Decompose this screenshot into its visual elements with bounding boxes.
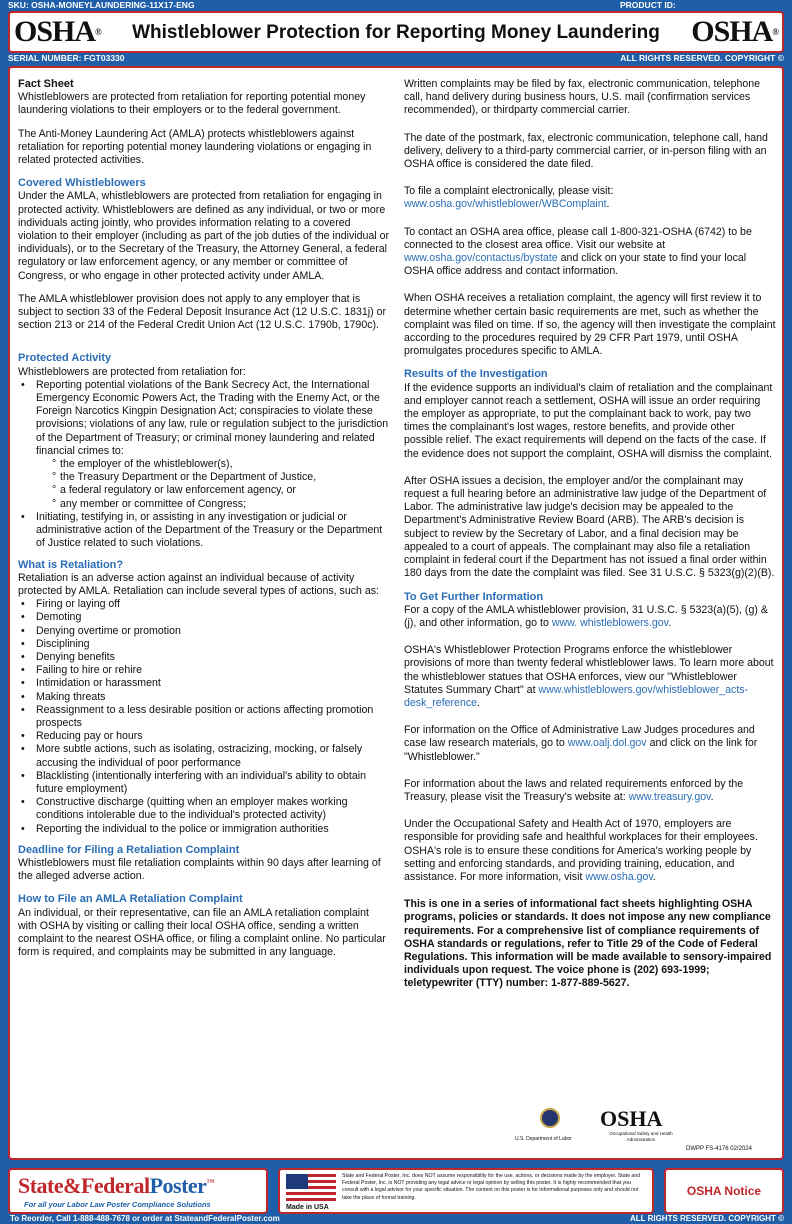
- retaliation-heading: What is Retaliation?: [18, 558, 124, 571]
- further-text: For information about the laws and related requirements enforced by the Treasury, please visit the Treasury's website at:: [404, 777, 744, 803]
- protected-activity-heading: Protected Activity: [18, 352, 112, 365]
- list-item: • Reassignment to a less desirable position or actions affecting promotion prospects: [18, 704, 390, 730]
- retaliation-intro: Retaliation is an adverse action against an individual because of activity protected by AMLA. Retaliation can include several types of actions, such as:: [18, 571, 379, 597]
- brand-name-part: Poster: [149, 1173, 207, 1198]
- further-text: Under the Occupational Safety and Health Act of 1970, employers are responsible for providing safe and healthful workplaces for their employees. OSHA's role is to ensure these conditions for America's working people by setting and enforcing standards, and providing training, education, and assistance. For more information, visit: [404, 818, 758, 883]
- area-office-text-2: and click on your state to find your local OSHA office address and contact information.: [404, 252, 747, 278]
- area-office-paragraph: [404, 226, 776, 279]
- list-item: ° the employer of the whistleblower(s),: [18, 458, 390, 471]
- osha-logo-left: [14, 17, 101, 47]
- list-item: ° the Treasury Department or the Department of Justice,: [18, 471, 390, 484]
- disclaimer-text: State and Federal Poster, Inc. does NOT assume responsibility for the use, actions, or decisions made by the employer. State and Federal Poster, Inc. is NOT providing any legal advice or legal opinion by selling this poster. It is highly recommended that you consult with a legal advisor for your specific situation. The content on this poster is for informational purposes only and should not take the place of formal training.: [342, 1173, 641, 1201]
- file-online-text: To file a complaint electronically, please visit:: [404, 185, 614, 198]
- list-item: • Blacklisting (intentionally interfering with an individual's ability to obtain future employment): [18, 770, 390, 796]
- list-item: ° any member or committee of Congress;: [18, 498, 390, 511]
- dol-label: U.S. Department of Labor: [515, 1136, 572, 1142]
- further-text-2: and click on the link for "Whistleblower.": [404, 737, 758, 763]
- whistleblowers-link[interactable]: www. whistleblowers.gov: [551, 616, 669, 629]
- period: .: [652, 870, 656, 883]
- trademark-mark: ™: [206, 1177, 214, 1187]
- registered-mark: ®: [95, 27, 101, 37]
- list-item: • Intimidation or harassment: [18, 677, 390, 690]
- list-item: • Denying benefits: [18, 651, 390, 664]
- further-text: OSHA's Whistleblower Protection Programs enforce the whistleblower provisions of more than twenty federal whistleblower laws. To learn more about the whistleblower statues that OSHA enforces, view our "Whistleblower Statutes Summary Chart" at: [404, 644, 774, 696]
- dol-seal-icon: [540, 1108, 560, 1128]
- registered-mark: ®: [772, 27, 778, 37]
- footer: [8, 1168, 784, 1214]
- osha-logo-text: OSHA: [691, 15, 773, 48]
- further-text: For information on the Office of Administrative Law Judges procedures and case law research materials, go to: [404, 724, 755, 750]
- intro-paragraph: Whistleblowers are protected from retaliation for reporting potential money laundering violations to their employers or to the federal government.: [18, 91, 366, 117]
- how-to-file-paragraph: An individual, or their representative, can file an AMLA retaliation complaint with OSHA by visiting or calling their local OSHA office, sending a written complaint to the nearest OSHA office, or filing a complaint online. No particular form is required, and complaints may be submitted in any language.: [18, 906, 386, 959]
- top-strip: [0, 0, 792, 11]
- list-item: ° a federal regulatory or law enforcement agency, or: [18, 484, 390, 497]
- copyright-notice-bottom: ALL RIGHTS RESERVED. COPYRIGHT ©: [629, 1214, 784, 1223]
- osha-logo-text: OSHA: [14, 15, 96, 48]
- covered-whistleblowers-heading: Covered Whistleblowers: [18, 177, 146, 190]
- list-item: • Constructive discharge (quitting when an employer makes working conditions intolerable due to the individual's protected activity): [18, 796, 390, 822]
- product-id-label: PRODUCT ID:: [620, 0, 676, 10]
- disclaimer-box: [278, 1168, 654, 1214]
- serial-strip: [0, 53, 792, 64]
- poster-title: Whistleblower Protection for Reporting Money Laundering: [132, 22, 660, 43]
- treasury-link[interactable]: www.treasury.gov: [628, 790, 711, 803]
- results-heading: Results of the Investigation: [404, 368, 548, 381]
- protected-sublist: [18, 458, 390, 511]
- notice-label: OSHA Notice: [686, 1184, 762, 1198]
- left-column: [18, 78, 390, 969]
- document-number: DWPP FS-4176 02/2024: [686, 1146, 752, 1152]
- right-column: [404, 78, 776, 1001]
- further-text: For a copy of the AMLA whistleblower provision, 31 U.S.C. § 5323(a)(5), (g) & (j), and other information, go to: [404, 603, 768, 629]
- results-paragraph: If the evidence supports an individual's claim of retaliation and the complainant and employer cannot reach a settlement, OSHA will issue an order requiring the employer as appropriate, to put the complainant back to work, pay two times the complainant's lost wages, restore benefits, and provide other possible relief. The exact requirements will depend on the facts of the case. If the evidence does not support the complaint, OSHA will dismiss the complaint.: [404, 381, 773, 460]
- fact-sheet-title: Fact Sheet: [18, 78, 74, 90]
- list-item: • More subtle actions, such as isolating, ostracizing, mocking, or falsely accusing the individual of poor performance: [18, 743, 390, 769]
- further-paragraph: [404, 818, 776, 884]
- list-item: • Denying overtime or promotion: [18, 625, 390, 638]
- protected-list: [18, 379, 390, 458]
- brand-logo: [18, 1173, 214, 1199]
- list-item: • Reporting the individual to the police or immigration authorities: [18, 823, 390, 836]
- retaliation-list: [18, 598, 390, 836]
- bystate-link[interactable]: www.osha.gov/contactus/bystate: [404, 252, 558, 265]
- further-paragraph: [404, 604, 776, 630]
- bottom-strip: [0, 1214, 792, 1224]
- area-office-text: To contact an OSHA area office, please call 1-800-321-OSHA (6742) to be connected to the closest area office. Visit our website at: [404, 225, 752, 251]
- osha-agency-label: Occupational Safety and Health Administration: [609, 1131, 673, 1142]
- serial-number: SERIAL NUMBER: FGT03330: [8, 53, 125, 63]
- deadline-paragraph: Whistleblowers must file retaliation complaints within 90 days after learning of the alleged adverse action.: [18, 856, 381, 883]
- deadline-heading: Deadline for Filing a Retaliation Complaint: [18, 843, 240, 856]
- complaint-link[interactable]: www.osha.gov/whistleblower/WBComplaint: [404, 198, 607, 211]
- brand-name-part: State&Federal: [18, 1173, 150, 1198]
- file-online-paragraph: [404, 185, 776, 211]
- covered-paragraph: The AMLA whistleblower provision does not apply to any employer that is subject to section 33 of the Federal Deposit Insurance Act (12 U.S.C. 1831j) or section 213 or 214 of the Federal Credit Union Act (12 U.S.C. 1790b, 1790c).: [18, 292, 387, 332]
- desk-reference-link[interactable]: www.whistleblowers.gov/whistleblower_acts-desk_reference: [404, 683, 749, 709]
- further-info-heading: To Get Further Information: [404, 590, 544, 603]
- us-flag-icon: [286, 1174, 336, 1202]
- intro-paragraph: The Anti-Money Laundering Act (AMLA) protects whistleblowers against retaliation for reporting potential money laundering violations or engaging in related protected activities.: [18, 127, 372, 167]
- further-paragraph: [404, 724, 776, 764]
- list-item: • Reporting potential violations of the Bank Secrecy Act, the International Emergency Economic Powers Act, the Trading with the Enemy Act, or the Foreign Narcotics Kingpin Designation Act; conspiracies to violate these provisions; violations of any law, rule or regulation subject to the jurisdiction of the Department of Treasury; or criminal money laundering and related financial crimes to:: [18, 379, 390, 458]
- covered-paragraph: Under the AMLA, whistleblowers are protected from retaliation for engaging in protected activity. Whistleblowers are defined as any individual, or two or more individuals acting jointly, who provides information relating to a covered violation to their employer (including as part of the job duties of the individual or individuals), or to the Secretary of the Treasury, the Attorney General, a federal regulatory or law enforcement agency, or any member or committee of Congress, or who engage in other protected activity under AMLA.: [18, 190, 389, 282]
- period: .: [710, 790, 714, 803]
- poster-body: [8, 66, 784, 1160]
- list-item: • Disciplining: [18, 638, 390, 651]
- date-filed-paragraph: The date of the postmark, fax, electronic communication, telephone call, hand delivery, delivery to a third-party commercial carrier, or in-person filing with an OSHA office is considered the date filed.: [404, 131, 768, 171]
- brand-box: [8, 1168, 268, 1214]
- results-paragraph: After OSHA issues a decision, the employer and/or the complainant may request a full hearing before an administrative law judge of the Department of Labor. The administrative law judge's decision may be appealed to the Department's Administrative Review Board (ARB). The ARB's decision is subject to review by the Secretary of Labor, and a final decision may be appealed to a court of appeals. The complainant may also file a retaliation complaint in federal court if the Department has not issued a final order within 180 days from the date the complaint was filed. See 31 U.S.C. § 5323(g)(2)(B).: [404, 474, 775, 580]
- osha-logo-bottom: OSHA: [600, 1106, 663, 1131]
- reorder-text: To Reorder, Call 1-888-488-7678 or order at StateandFederalPoster.com: [10, 1214, 280, 1223]
- brand-tagline: For all your Labor Law Poster Compliance Solutions: [24, 1200, 211, 1209]
- list-item: • Firing or laying off: [18, 598, 390, 611]
- closing-paragraph: This is one in a series of informational fact sheets highlighting OSHA programs, policies or standards. It does not impose any new compliance requirements. For a comprehensive list of compliance requirements of OSHA standards or regulations, refer to Title 29 of the Code of Federal Regulations. This information will be made available to sensory-impaired individuals upon request. The voice phone is (202) 693-1999; teletypewriter (TTY) number: 1-877-889-5627.: [404, 898, 772, 990]
- list-item: • Failing to hire or rehire: [18, 664, 390, 677]
- further-paragraph: [404, 644, 776, 710]
- further-paragraph: [404, 778, 776, 804]
- copyright-notice: ALL RIGHTS RESERVED. COPYRIGHT ©: [620, 53, 784, 63]
- list-item: • Initiating, testifying in, or assisting in any investigation or judicial or administrative action of the Department of the Treasury or the Department of Justice related to such violations.: [18, 511, 390, 551]
- how-to-file-heading: How to File an AMLA Retaliation Complaint: [18, 893, 243, 906]
- list-item: • Reducing pay or hours: [18, 730, 390, 743]
- protected-intro: Whistleblowers are protected from retaliation for:: [18, 365, 246, 378]
- sku-label: SKU: OSHA-MONEYLAUNDERING-11X17-ENG: [8, 0, 195, 10]
- poster-header: [8, 11, 784, 53]
- list-item: • Demoting: [18, 611, 390, 624]
- review-paragraph: When OSHA receives a retaliation complaint, the agency will first review it to determine whether certain basic requirements are met, such as whether the complaint was filed on time. If so, the agency will then investigate the complaint according to the procedures required by 29 CFR Part 1979, until OSHA promulgates procedures specific to AMLA.: [404, 292, 776, 358]
- period: .: [477, 696, 480, 709]
- oalj-link[interactable]: www.oalj.dol.gov: [567, 737, 647, 750]
- osha-gov-link[interactable]: www.osha.gov: [585, 870, 653, 883]
- osha-logo-right: [691, 17, 778, 47]
- protected-list-2: [18, 511, 390, 551]
- made-in-usa-label: Made in USA: [286, 1204, 329, 1211]
- filing-methods-paragraph: Written complaints may be filed by fax, electronic communication, telephone call, hand delivery during business hours, U.S. mail (confirmation services recommended), or thirdparty commercial carrier.: [404, 78, 761, 117]
- period: .: [606, 198, 610, 211]
- list-item: • Making threats: [18, 691, 390, 704]
- notice-box: [664, 1168, 784, 1214]
- period: .: [668, 616, 672, 629]
